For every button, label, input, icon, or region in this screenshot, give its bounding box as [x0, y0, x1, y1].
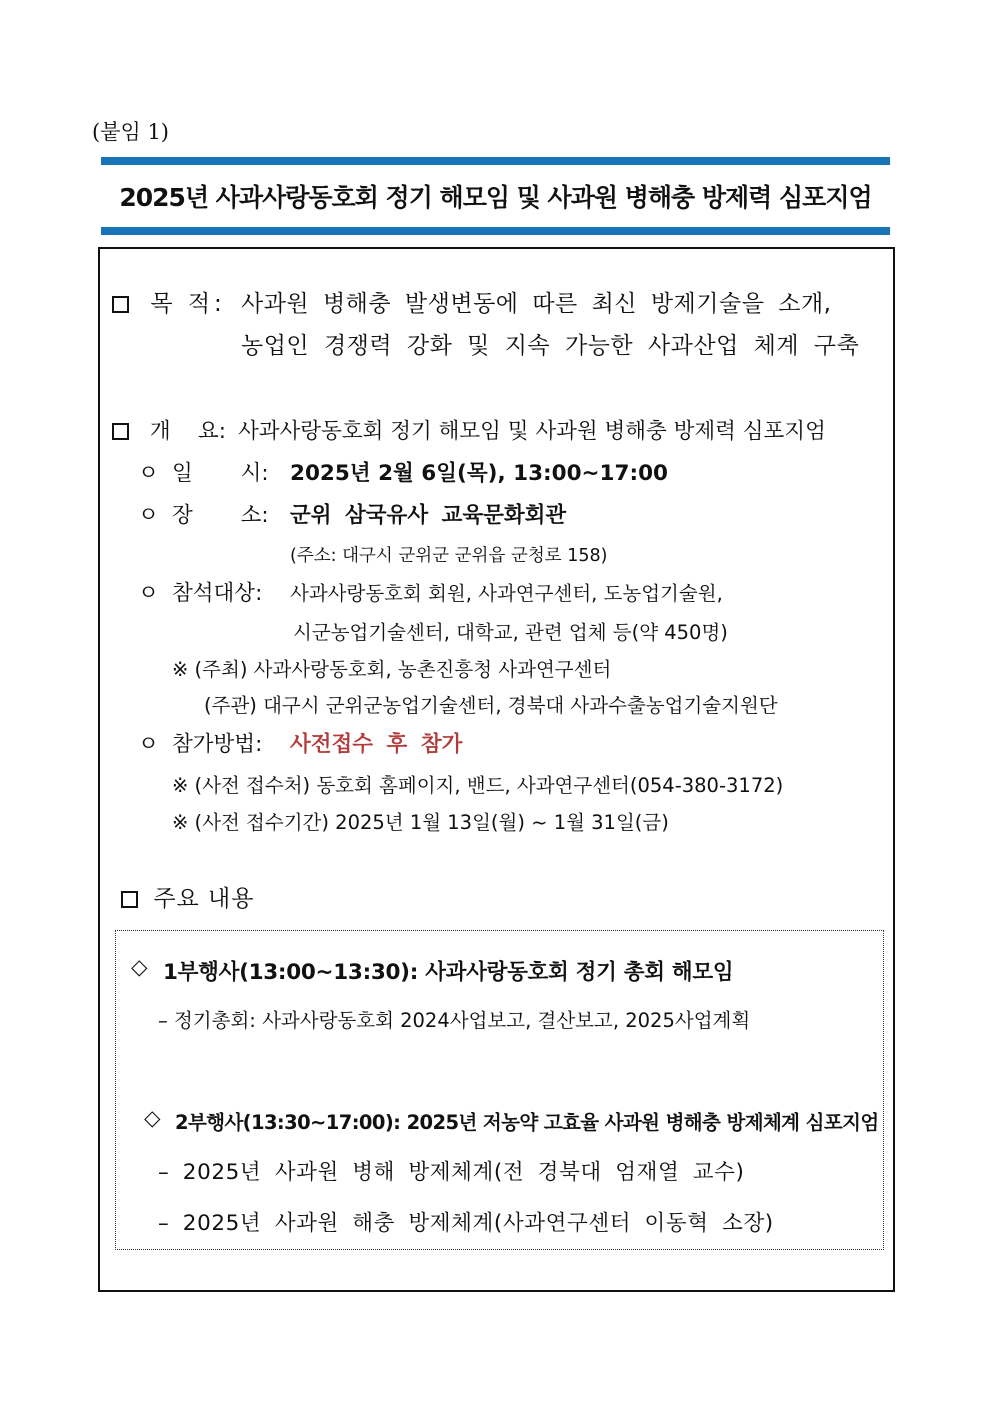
- overview-row: [112, 414, 226, 445]
- checkbox-square-icon: [112, 423, 129, 440]
- part2-item2: – 2025년 사과원 해충 방제체계(사과연구센터 이동혁 소장): [158, 1211, 774, 1236]
- method-value: 사전접수 후 참가: [290, 732, 463, 757]
- place-bullet: ㅇ: [138, 503, 159, 528]
- overview-text: 사과사랑동호회 정기 해모임 및 사과원 병해충 방제력 심포지엄: [238, 419, 826, 444]
- part1-title: 1부행사(13:00~13:30): 사과사랑동호회 정기 총회 해모임: [163, 960, 734, 985]
- title-top-bar: [101, 157, 890, 165]
- purpose-line2: 농업인 경쟁력 강화 및 지속 가능한 사과산업 체계 구축: [241, 333, 860, 359]
- date-label: 일 시:: [172, 461, 269, 486]
- attendees-line1: 사과사랑동호회 회원, 사과연구센터, 도농업기술원,: [290, 582, 723, 605]
- registration-place-note: ※ (사전 접수처) 동호회 홈페이지, 밴드, 사과연구센터(054-380-3172): [172, 774, 784, 797]
- overview-label: 개 요:: [149, 419, 226, 444]
- purpose-label: 목 적:: [150, 291, 226, 317]
- title-bottom-bar: [101, 227, 890, 235]
- purpose-line1: 사과원 병해충 발생변동에 따른 최신 방제기술을 소개,: [241, 291, 832, 317]
- part2-marker-icon: ◇: [144, 1106, 161, 1131]
- purpose-row: [112, 285, 226, 318]
- method-label: 참가방법:: [172, 732, 263, 757]
- organizer-note: (주관) 대구시 군위군농업기술센터, 경북대 사과수출농업기술지원단: [204, 694, 778, 717]
- attendees-bullet: ㅇ: [138, 581, 159, 606]
- part1-item: – 정기총회: 사과사랑동호회 2024사업보고, 결산보고, 2025사업계획: [158, 1009, 751, 1032]
- attendees-label: 참석대상:: [172, 581, 263, 606]
- date-value: 2025년 2월 6일(목), 13:00~17:00: [290, 461, 668, 486]
- part2-item1: – 2025년 사과원 병해 방제체계(전 경북대 엄재열 교수): [158, 1160, 745, 1185]
- registration-period-note: ※ (사전 접수기간) 2025년 1월 13일(월) ~ 1월 31일(금): [172, 811, 669, 834]
- main-content-row: [121, 880, 255, 913]
- host-note: ※ (주최) 사과사랑동호회, 농촌진흥청 사과연구센터: [172, 658, 612, 681]
- date-bullet: ㅇ: [138, 461, 159, 486]
- attendees-line2: 시군농업기술센터, 대학교, 관련 업체 등(약 450명): [293, 621, 728, 644]
- method-bullet: ㅇ: [138, 732, 159, 757]
- place-address: (주소: 대구시 군위군 군위읍 군청로 158): [290, 546, 608, 566]
- checkbox-square-icon: [121, 891, 138, 908]
- attachment-label: (붙임 1): [92, 120, 169, 144]
- part1-marker-icon: ◇: [131, 955, 148, 980]
- place-label: 장 소:: [172, 503, 269, 528]
- part2-title: 2부행사(13:30~17:00): 2025년 저농약 고효율 사과원 병해충 방제체계 심포지엄: [175, 1111, 879, 1134]
- place-value: 군위 삼국유사 교육문화회관: [290, 503, 567, 528]
- checkbox-square-icon: [112, 296, 129, 313]
- main-content-label: 주요 내용: [153, 886, 255, 912]
- page-title: 2025년 사과사랑동호회 정기 해모임 및 사과원 병해충 방제력 심포지엄: [119, 183, 872, 212]
